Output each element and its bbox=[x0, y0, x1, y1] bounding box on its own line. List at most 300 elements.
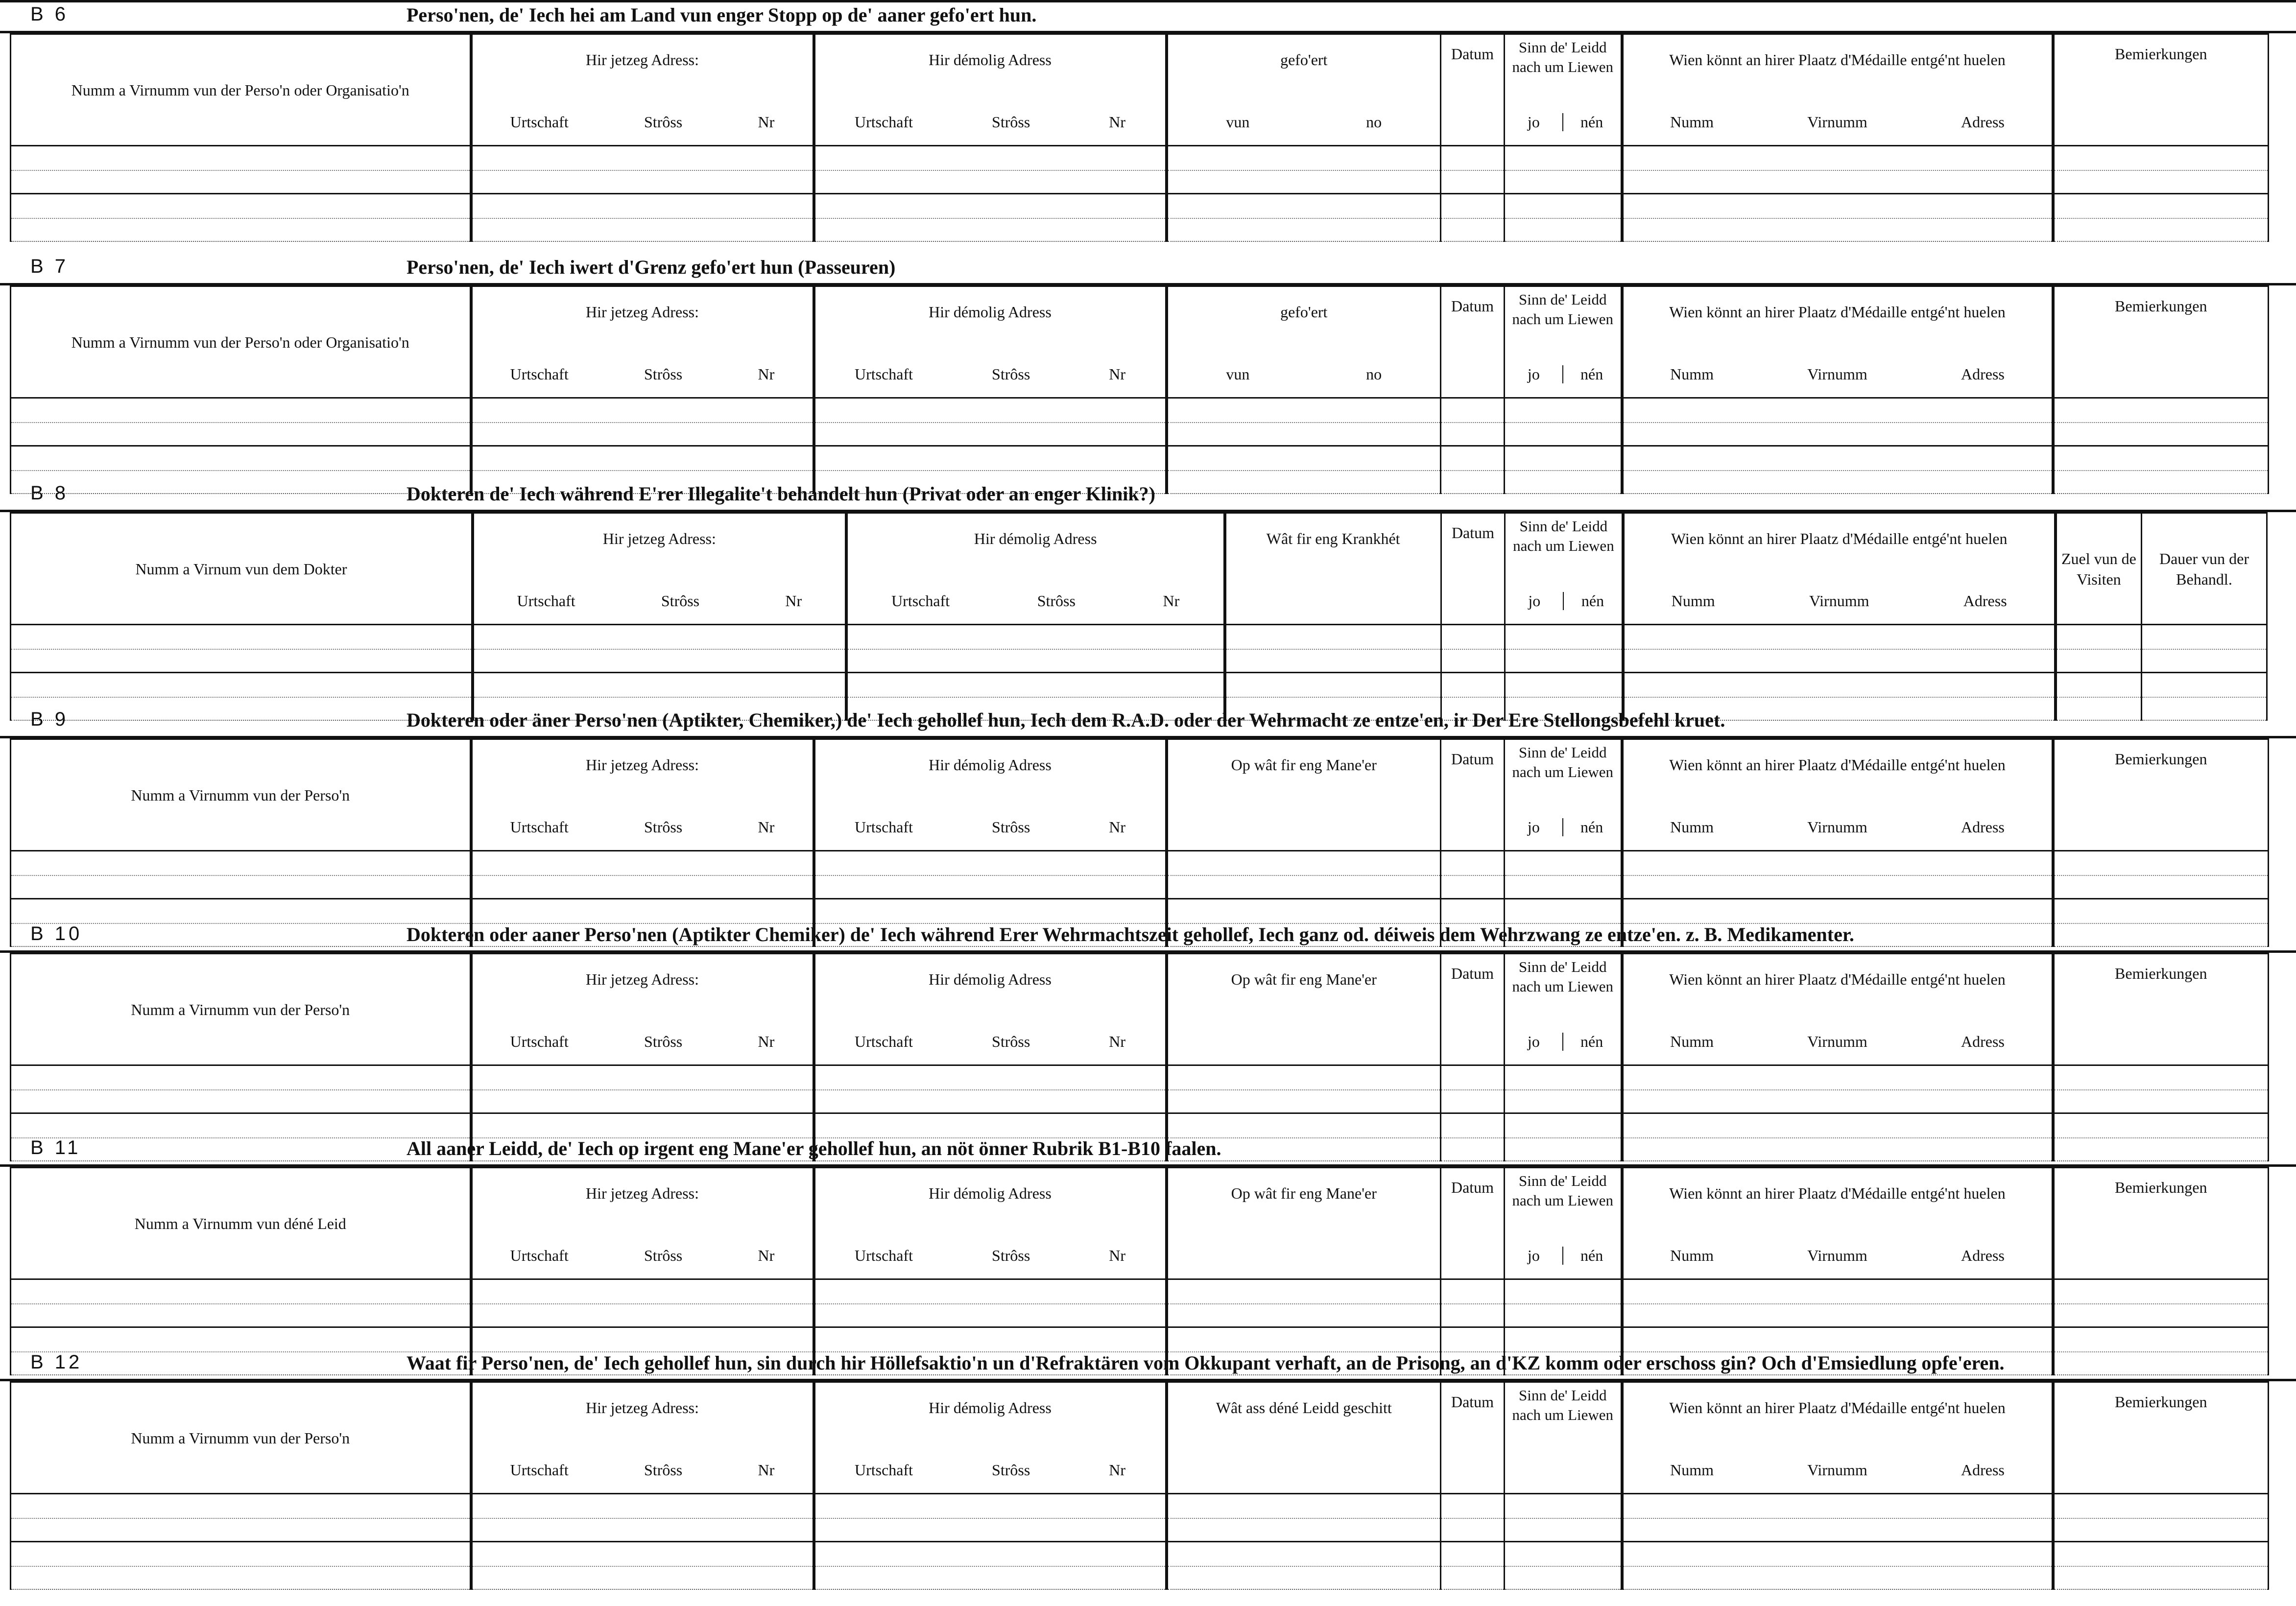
remarks-header bbox=[2053, 739, 2269, 851]
section-b9 bbox=[0, 708, 2296, 922]
current-address-header bbox=[471, 1382, 814, 1494]
life-risk-header bbox=[1505, 34, 1622, 146]
current-address-header bbox=[471, 954, 814, 1065]
entry-cell[interactable] bbox=[11, 1279, 471, 1327]
entry-cell[interactable] bbox=[2053, 1494, 2269, 1542]
date-label: Datum bbox=[1451, 1179, 1494, 1196]
medal-recipient-header bbox=[1622, 739, 2053, 851]
extra-header bbox=[1167, 1168, 1441, 1279]
current-address-header bbox=[471, 739, 814, 851]
number-label: Nr bbox=[758, 1461, 775, 1479]
name-header-label: Numm a Virnumm vun der Perso'n oder Organisatio'n bbox=[71, 333, 409, 351]
medal-recipient-header bbox=[1622, 286, 2053, 398]
section-table bbox=[10, 953, 2268, 1161]
firstname-label: Virnumm bbox=[1807, 365, 1867, 383]
section-code: B 7 bbox=[30, 256, 69, 277]
entry-cell[interactable] bbox=[11, 194, 471, 242]
date-header bbox=[1441, 1382, 1505, 1494]
current-address-header bbox=[471, 286, 814, 398]
entry-cell[interactable] bbox=[1167, 398, 1441, 446]
medal-recipient-label: Wien könnt an hirer Plaatz d'Médaille entgé'nt huelen bbox=[1669, 1399, 2006, 1417]
surname-label: Numm bbox=[1671, 592, 1715, 610]
street-label: Strôss bbox=[644, 365, 683, 383]
section-title: Waat fir Perso'nen, de' Iech gehollef hun, sin durch hir Höllefsaktio'n un d'Refraktären vom Okkupant verhaft, an de Prisong, an d'KZ komm oder erschoss gin? Och d'Emsiedlung opfe'eren. bbox=[407, 1352, 2005, 1374]
extra-header-label: Op wât fir eng Mane'er bbox=[1231, 970, 1377, 988]
number-label: Nr bbox=[1109, 1461, 1125, 1479]
medal-recipient-label: Wien könnt an hirer Plaatz d'Médaille entgé'nt huelen bbox=[1669, 51, 2006, 69]
entry-cell[interactable] bbox=[1505, 146, 1622, 194]
street-label: Strôss bbox=[644, 113, 683, 131]
former-address-label: Hir démolig Adress bbox=[929, 303, 1052, 321]
street-label: Strôss bbox=[992, 1033, 1030, 1050]
surname-label: Numm bbox=[1670, 113, 1714, 131]
firstname-label: Virnumm bbox=[1809, 592, 1869, 610]
extra-header-label: gefo'ert bbox=[1280, 303, 1328, 321]
entry-cell[interactable] bbox=[1167, 1542, 1441, 1590]
extra-header-label: Op wât fir eng Mane'er bbox=[1231, 1184, 1377, 1202]
former-address-label: Hir démolig Adress bbox=[929, 1399, 1052, 1417]
extra-header bbox=[1225, 513, 1441, 625]
no-label: nén bbox=[1563, 592, 1621, 610]
number-label: Nr bbox=[1109, 818, 1125, 836]
entry-cell[interactable] bbox=[1622, 194, 2053, 242]
entry-cell[interactable] bbox=[814, 1065, 1167, 1113]
medal-recipient-header bbox=[1622, 34, 2053, 146]
header-row bbox=[11, 954, 2269, 1065]
entry-cell[interactable] bbox=[814, 398, 1167, 446]
table-row bbox=[11, 1494, 2269, 1542]
date-header bbox=[1441, 286, 1505, 398]
current-address-label: Hir jetzeg Adress: bbox=[585, 303, 699, 321]
surname-label: Numm bbox=[1670, 818, 1714, 836]
entry-cell[interactable] bbox=[1505, 1065, 1622, 1113]
extra-header-label: Op wât fir eng Mane'er bbox=[1231, 756, 1377, 774]
entry-cell[interactable] bbox=[2053, 851, 2269, 899]
section-table bbox=[10, 33, 2268, 242]
firstname-label: Virnumm bbox=[1807, 1247, 1867, 1264]
address-label: Adress bbox=[1961, 1033, 2005, 1050]
to-label: no bbox=[1366, 365, 1382, 383]
entry-cell[interactable] bbox=[1167, 146, 1441, 194]
street-label: Strôss bbox=[1037, 592, 1076, 610]
table-row bbox=[11, 398, 2269, 446]
extra-header bbox=[1167, 954, 1441, 1065]
date-label: Datum bbox=[1451, 1393, 1494, 1411]
entry-cell[interactable] bbox=[1225, 625, 1441, 673]
remarks-label: Bemierkungen bbox=[2115, 1393, 2207, 1411]
entry-cell[interactable] bbox=[471, 398, 814, 446]
section-header bbox=[0, 708, 2296, 738]
extra-header bbox=[1167, 34, 1441, 146]
entry-cell[interactable] bbox=[1622, 146, 2053, 194]
life-risk-header bbox=[1505, 1168, 1622, 1279]
name-header-label: Numm a Virnumm vun der Perso'n bbox=[131, 786, 350, 804]
section-table bbox=[10, 1381, 2268, 1590]
former-address-header bbox=[814, 1382, 1167, 1494]
section-code: B 12 bbox=[30, 1351, 83, 1373]
header-row bbox=[11, 34, 2269, 146]
life-risk-header bbox=[1505, 1382, 1622, 1494]
entry-cell[interactable] bbox=[2053, 398, 2269, 446]
section-code: B 11 bbox=[30, 1137, 81, 1158]
medal-recipient-header bbox=[1622, 954, 2053, 1065]
entry-cell[interactable] bbox=[814, 851, 1167, 899]
street-label: Strôss bbox=[992, 1247, 1030, 1264]
former-address-header bbox=[814, 954, 1167, 1065]
entry-cell[interactable] bbox=[471, 851, 814, 899]
no-label: nén bbox=[1562, 1247, 1621, 1265]
name-header-label: Numm a Virnumm vun der Perso'n oder Organisatio'n bbox=[71, 81, 409, 99]
address-label: Adress bbox=[1963, 592, 2007, 610]
town-label: Urtschaft bbox=[517, 592, 575, 610]
life-risk-header bbox=[1505, 954, 1622, 1065]
date-header bbox=[1441, 739, 1505, 851]
former-address-header bbox=[814, 34, 1167, 146]
street-label: Strôss bbox=[644, 1033, 683, 1050]
entry-cell[interactable] bbox=[471, 1542, 814, 1590]
remarks-header bbox=[2053, 1382, 2269, 1494]
town-label: Urtschaft bbox=[854, 1247, 913, 1264]
to-label: no bbox=[1366, 113, 1382, 131]
town-label: Urtschaft bbox=[510, 1461, 569, 1479]
table-row bbox=[11, 1065, 2269, 1113]
number-label: Nr bbox=[758, 1033, 775, 1050]
section-b12 bbox=[0, 1350, 2296, 1566]
town-label: Urtschaft bbox=[510, 818, 569, 836]
section-b8 bbox=[0, 481, 2296, 708]
entry-cell[interactable] bbox=[1441, 1542, 1505, 1590]
entry-cell[interactable] bbox=[1441, 625, 1505, 673]
extra-header-label: Wât ass déné Leidd geschitt bbox=[1216, 1399, 1392, 1417]
entry-cell[interactable] bbox=[11, 398, 471, 446]
entry-cell[interactable] bbox=[2053, 146, 2269, 194]
section-title: Perso'nen, de' Iech hei am Land vun enger Stopp op de' aaner gefo'ert hun. bbox=[407, 4, 1037, 26]
name-header bbox=[11, 1168, 471, 1279]
section-b6 bbox=[0, 2, 2296, 255]
medal-recipient-header bbox=[1622, 1382, 2053, 1494]
name-header-label: Numm a Virnum vun dem Dokter bbox=[135, 560, 347, 578]
section-b10 bbox=[0, 922, 2296, 1136]
section-code: B 9 bbox=[30, 709, 69, 730]
surname-label: Numm bbox=[1670, 1033, 1714, 1050]
address-label: Adress bbox=[1961, 113, 2005, 131]
extra-header-label: Wât fir eng Krankhét bbox=[1266, 530, 1400, 547]
header-row bbox=[11, 1168, 2269, 1279]
entry-cell[interactable] bbox=[1623, 625, 2056, 673]
section-header bbox=[0, 481, 2296, 512]
entry-cell[interactable] bbox=[1622, 1542, 2053, 1590]
remarks-header bbox=[2053, 34, 2269, 146]
current-address-label: Hir jetzeg Adress: bbox=[585, 1184, 699, 1202]
entry-cell[interactable] bbox=[1167, 1065, 1441, 1113]
entry-cell[interactable] bbox=[473, 625, 846, 673]
entry-cell[interactable] bbox=[1441, 1494, 1505, 1542]
address-label: Adress bbox=[1961, 1247, 2005, 1264]
medal-recipient-header bbox=[1623, 513, 2056, 625]
section-header bbox=[0, 255, 2296, 285]
current-address-label: Hir jetzeg Adress: bbox=[585, 1399, 699, 1417]
street-label: Strôss bbox=[992, 113, 1030, 131]
entry-cell[interactable] bbox=[1167, 851, 1441, 899]
life-risk-header bbox=[1505, 513, 1623, 625]
entry-cell[interactable] bbox=[11, 851, 471, 899]
entry-cell[interactable] bbox=[471, 146, 814, 194]
remarks-label: Bemierkungen bbox=[2115, 750, 2207, 768]
section-table bbox=[10, 1167, 2268, 1375]
entry-cell[interactable] bbox=[1622, 851, 2053, 899]
date-label: Datum bbox=[1451, 45, 1494, 63]
entry-cell[interactable] bbox=[1505, 851, 1622, 899]
entry-cell[interactable] bbox=[11, 1065, 471, 1113]
remarks-label: Bemierkungen bbox=[2115, 1179, 2207, 1196]
yes-label: jo bbox=[1527, 1247, 1540, 1264]
section-header bbox=[0, 1136, 2296, 1167]
town-label: Urtschaft bbox=[854, 818, 913, 836]
number-label: Nr bbox=[758, 818, 775, 836]
table-row bbox=[11, 851, 2269, 899]
town-label: Urtschaft bbox=[510, 1247, 569, 1264]
section-header bbox=[0, 2, 2296, 33]
visit-count-header bbox=[2056, 513, 2142, 625]
life-risk-header bbox=[1505, 739, 1622, 851]
entry-cell[interactable] bbox=[2053, 1542, 2269, 1590]
entry-cell[interactable] bbox=[814, 1494, 1167, 1542]
extra-header bbox=[1167, 1382, 1441, 1494]
name-header-label: Numm a Virnumm vun déné Leid bbox=[134, 1214, 346, 1232]
entry-cell[interactable] bbox=[1441, 851, 1505, 899]
from-label: vun bbox=[1226, 365, 1250, 383]
firstname-label: Virnumm bbox=[1807, 113, 1867, 131]
remarks-label: Bemierkungen bbox=[2115, 965, 2207, 982]
town-label: Urtschaft bbox=[854, 365, 913, 383]
entry-cell[interactable] bbox=[2053, 1279, 2269, 1327]
date-header bbox=[1441, 954, 1505, 1065]
town-label: Urtschaft bbox=[510, 113, 569, 131]
medal-recipient-label: Wien könnt an hirer Plaatz d'Médaille entgé'nt huelen bbox=[1669, 970, 2006, 988]
entry-cell[interactable] bbox=[1167, 1494, 1441, 1542]
medal-recipient-label: Wien könnt an hirer Plaatz d'Médaille entgé'nt huelen bbox=[1669, 1184, 2006, 1202]
entry-cell[interactable] bbox=[814, 146, 1167, 194]
street-label: Strôss bbox=[992, 1461, 1030, 1479]
town-label: Urtschaft bbox=[854, 1033, 913, 1050]
entry-cell[interactable] bbox=[471, 1279, 814, 1327]
section-code: B 6 bbox=[30, 3, 69, 25]
entry-cell[interactable] bbox=[814, 1542, 1167, 1590]
former-address-header bbox=[814, 1168, 1167, 1279]
entry-cell[interactable] bbox=[1505, 625, 1623, 673]
entry-cell[interactable] bbox=[1622, 398, 2053, 446]
life-risk-header bbox=[1505, 286, 1622, 398]
date-label: Datum bbox=[1451, 750, 1494, 768]
name-header bbox=[11, 286, 471, 398]
entry-cell[interactable] bbox=[471, 1065, 814, 1113]
entry-cell[interactable] bbox=[2053, 194, 2269, 242]
section-title: Dokteren oder aaner Perso'nen (Aptikter Chemiker) de' Iech während Erer Wehrmachtszeit gehollef, Iech ganz od. déiweis dem Wehrzwang ze entze'en. z. B. Medikamenter. bbox=[407, 923, 1854, 945]
remarks-label: Bemierkungen bbox=[2115, 297, 2207, 315]
yes-label: jo bbox=[1527, 365, 1540, 383]
remarks-header bbox=[2053, 954, 2269, 1065]
entry-cell[interactable] bbox=[471, 1494, 814, 1542]
entry-cell[interactable] bbox=[11, 146, 471, 194]
entry-cell[interactable] bbox=[1441, 398, 1505, 446]
section-table bbox=[10, 512, 2268, 721]
section-b11 bbox=[0, 1136, 2296, 1350]
entry-cell[interactable] bbox=[1622, 1065, 2053, 1113]
treatment-duration-header bbox=[2141, 513, 2267, 625]
life-risk-label: Sinn de' Leidd nach um Liewen bbox=[1512, 1387, 1614, 1423]
entry-cell[interactable] bbox=[1622, 1279, 2053, 1327]
date-label: Datum bbox=[1451, 297, 1494, 315]
entry-cell[interactable] bbox=[11, 1542, 471, 1590]
former-address-label: Hir démolig Adress bbox=[929, 756, 1052, 774]
street-label: Strôss bbox=[992, 365, 1030, 383]
firstname-label: Virnumm bbox=[1807, 1461, 1867, 1479]
extra-header bbox=[1167, 286, 1441, 398]
town-label: Urtschaft bbox=[854, 113, 913, 131]
entry-cell[interactable] bbox=[1441, 1065, 1505, 1113]
entry-cell[interactable] bbox=[1167, 194, 1441, 242]
entry-cell[interactable] bbox=[1167, 1279, 1441, 1327]
table-row bbox=[11, 625, 2267, 673]
date-header bbox=[1441, 513, 1505, 625]
town-label: Urtschaft bbox=[510, 1033, 569, 1050]
former-address-header bbox=[814, 739, 1167, 851]
number-label: Nr bbox=[785, 592, 802, 610]
name-header-label: Numm a Virnumm vun der Perso'n bbox=[131, 1429, 350, 1447]
former-address-header bbox=[846, 513, 1225, 625]
name-header bbox=[11, 34, 471, 146]
entry-cell[interactable] bbox=[1505, 1494, 1622, 1542]
entry-cell[interactable] bbox=[1505, 1279, 1622, 1327]
name-header bbox=[11, 513, 473, 625]
number-label: Nr bbox=[758, 1247, 775, 1264]
no-label: nén bbox=[1562, 1033, 1621, 1051]
remarks-label: Bemierkungen bbox=[2115, 45, 2207, 63]
former-address-label: Hir démolig Adress bbox=[974, 530, 1097, 547]
remarks-header bbox=[2053, 286, 2269, 398]
entry-cell[interactable] bbox=[814, 1279, 1167, 1327]
yes-label: jo bbox=[1527, 113, 1540, 131]
section-table bbox=[10, 285, 2268, 494]
surname-label: Numm bbox=[1670, 1247, 1714, 1264]
number-label: Nr bbox=[1109, 1033, 1125, 1050]
entry-cell[interactable] bbox=[1505, 1542, 1622, 1590]
life-risk-label: Sinn de' Leidd nach um Liewen bbox=[1512, 958, 1614, 995]
firstname-label: Virnumm bbox=[1807, 818, 1867, 836]
no-label: nén bbox=[1562, 818, 1621, 836]
header-row bbox=[11, 286, 2269, 398]
life-risk-label: Sinn de' Leidd nach um Liewen bbox=[1513, 518, 1614, 554]
date-header bbox=[1441, 34, 1505, 146]
former-address-label: Hir démolig Adress bbox=[929, 51, 1052, 69]
table-row bbox=[11, 146, 2269, 194]
life-risk-label: Sinn de' Leidd nach um Liewen bbox=[1512, 744, 1614, 780]
entry-cell[interactable] bbox=[814, 194, 1167, 242]
street-label: Strôss bbox=[992, 818, 1030, 836]
entry-cell[interactable] bbox=[2056, 625, 2142, 673]
address-label: Adress bbox=[1961, 365, 2005, 383]
section-title: Dokteren de' Iech während E'rer Illegalite't behandelt hun (Privat oder an enger Klinik?) bbox=[407, 483, 1155, 505]
no-label: nén bbox=[1562, 113, 1621, 131]
number-label: Nr bbox=[1163, 592, 1180, 610]
name-header bbox=[11, 1382, 471, 1494]
number-label: Nr bbox=[758, 365, 775, 383]
town-label: Urtschaft bbox=[510, 365, 569, 383]
table-row bbox=[11, 1542, 2269, 1590]
section-code: B 8 bbox=[30, 482, 69, 504]
entry-cell[interactable] bbox=[846, 625, 1225, 673]
entry-cell[interactable] bbox=[2053, 1065, 2269, 1113]
current-address-label: Hir jetzeg Adress: bbox=[585, 51, 699, 69]
entry-cell[interactable] bbox=[1505, 398, 1622, 446]
section-title: All aaner Leidd, de' Iech op irgent eng Mane'er gehollef hun, an nöt önner Rubrik B1-B10 faalen. bbox=[407, 1137, 1221, 1159]
section-header bbox=[0, 922, 2296, 953]
yes-label: jo bbox=[1527, 1033, 1540, 1050]
current-address-header bbox=[473, 513, 846, 625]
from-label: vun bbox=[1226, 113, 1250, 131]
header-row bbox=[11, 513, 2267, 625]
table-row bbox=[11, 1279, 2269, 1327]
entry-cell[interactable] bbox=[471, 194, 814, 242]
former-address-label: Hir démolig Adress bbox=[929, 1184, 1052, 1202]
section-title: Dokteren oder äner Perso'nen (Aptikter, Chemiker,) de' Iech gehollef hun, Iech dem R.A.D. oder der Wehrmacht ze entze'en, ir Der Ere Stellongsbefehl kruet. bbox=[407, 709, 1725, 731]
town-label: Urtschaft bbox=[854, 1461, 913, 1479]
section-header bbox=[0, 1350, 2296, 1381]
entry-cell[interactable] bbox=[1441, 194, 1505, 242]
life-risk-label: Sinn de' Leidd nach um Liewen bbox=[1512, 291, 1614, 328]
medal-recipient-label: Wien könnt an hirer Plaatz d'Médaille entgé'nt huelen bbox=[1669, 756, 2006, 774]
name-header bbox=[11, 954, 471, 1065]
entry-cell[interactable] bbox=[1622, 1494, 2053, 1542]
number-label: Nr bbox=[1109, 1247, 1125, 1264]
current-address-label: Hir jetzeg Adress: bbox=[602, 530, 716, 547]
former-address-label: Hir démolig Adress bbox=[929, 970, 1052, 988]
section-table bbox=[10, 738, 2268, 947]
life-risk-label: Sinn de' Leidd nach um Liewen bbox=[1512, 39, 1614, 75]
street-label: Strôss bbox=[661, 592, 700, 610]
entry-cell[interactable] bbox=[1441, 1279, 1505, 1327]
life-risk-label: Sinn de' Leidd nach um Liewen bbox=[1512, 1172, 1614, 1209]
section-b7 bbox=[0, 255, 2296, 481]
extra-header bbox=[1167, 739, 1441, 851]
section-code: B 10 bbox=[30, 923, 83, 945]
firstname-label: Virnumm bbox=[1807, 1033, 1867, 1050]
street-label: Strôss bbox=[644, 1247, 683, 1264]
no-label: nén bbox=[1562, 365, 1621, 383]
surname-label: Numm bbox=[1670, 1461, 1714, 1479]
date-label: Datum bbox=[1451, 965, 1494, 982]
header-row bbox=[11, 1382, 2269, 1494]
current-address-label: Hir jetzeg Adress: bbox=[585, 756, 699, 774]
remarks-header bbox=[2053, 1168, 2269, 1279]
entry-cell[interactable] bbox=[2141, 625, 2267, 673]
medal-recipient-header bbox=[1622, 1168, 2053, 1279]
entry-cell[interactable] bbox=[11, 1494, 471, 1542]
former-address-header bbox=[814, 286, 1167, 398]
extra-header-label: gefo'ert bbox=[1280, 51, 1328, 69]
treatment-duration-label: Dauer vun der Behandl. bbox=[2159, 549, 2249, 588]
surname-label: Numm bbox=[1670, 365, 1714, 383]
name-header bbox=[11, 739, 471, 851]
header-row bbox=[11, 739, 2269, 851]
town-label: Urtschaft bbox=[891, 592, 950, 610]
entry-cell[interactable] bbox=[1441, 146, 1505, 194]
street-label: Strôss bbox=[644, 1461, 683, 1479]
entry-cell[interactable] bbox=[1505, 194, 1622, 242]
name-header-label: Numm a Virnumm vun der Perso'n bbox=[131, 1000, 350, 1018]
entry-cell[interactable] bbox=[11, 625, 473, 673]
number-label: Nr bbox=[1109, 365, 1125, 383]
